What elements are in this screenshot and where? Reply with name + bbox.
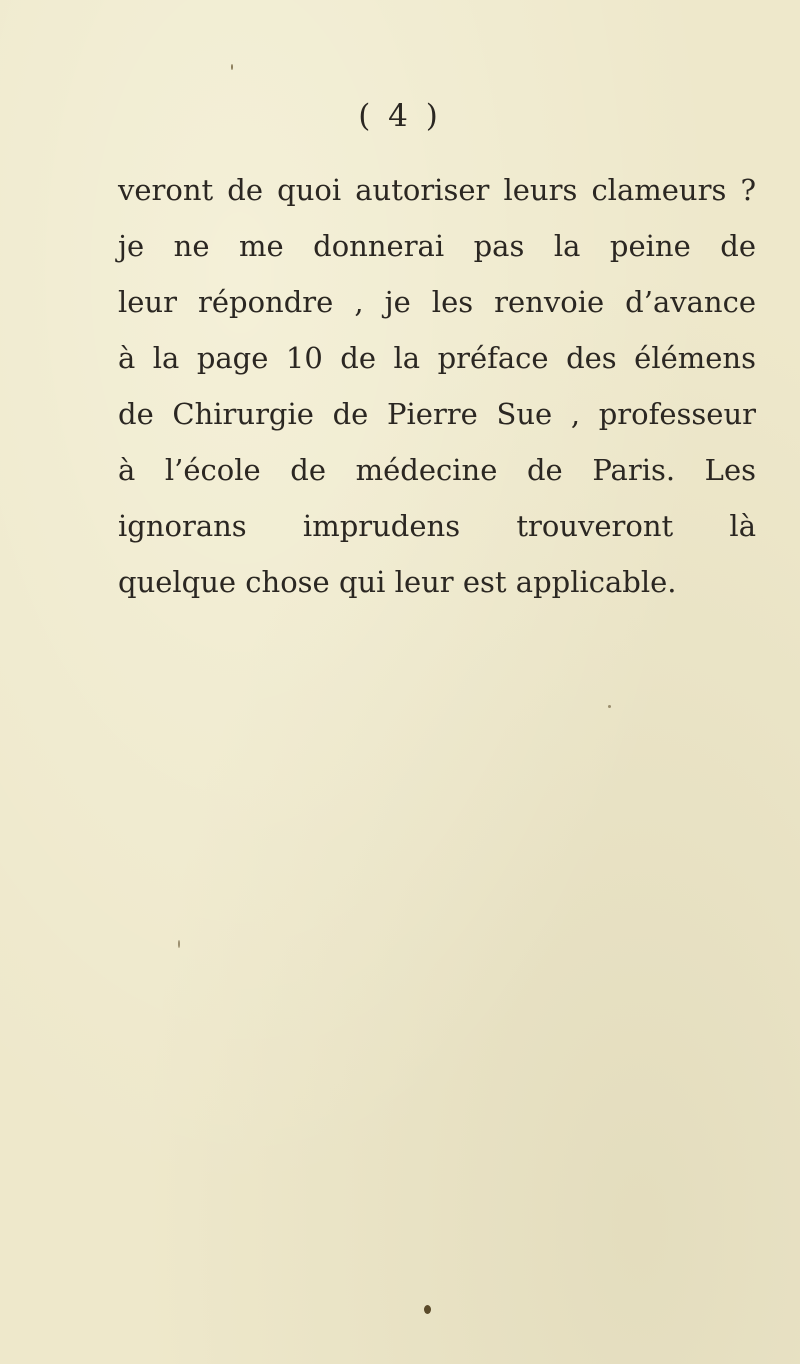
text-line: leur répondre , je les renvoie d’avance <box>118 285 756 319</box>
paper-speck <box>608 705 611 708</box>
text-line: à l’école de médecine de Paris. Les <box>118 453 756 487</box>
paper-speck <box>231 64 233 70</box>
text-line: de Chirurgie de Pierre Sue , professeur <box>118 397 756 431</box>
body-text <box>118 162 756 610</box>
text-line: veront de quoi autoriser leurs clameurs ? <box>118 173 756 207</box>
text-line: ignorans imprudens trouveront là <box>118 509 756 543</box>
paper-speck <box>424 1305 431 1314</box>
text-line: à la page 10 de la préface des élémens <box>118 341 756 375</box>
text-line: quelque chose qui leur est applicable. <box>118 565 677 599</box>
text-line: je ne me donnerai pas la peine de <box>118 229 756 263</box>
page-number: ( 4 ) <box>358 98 442 134</box>
paper-speck <box>178 940 180 948</box>
